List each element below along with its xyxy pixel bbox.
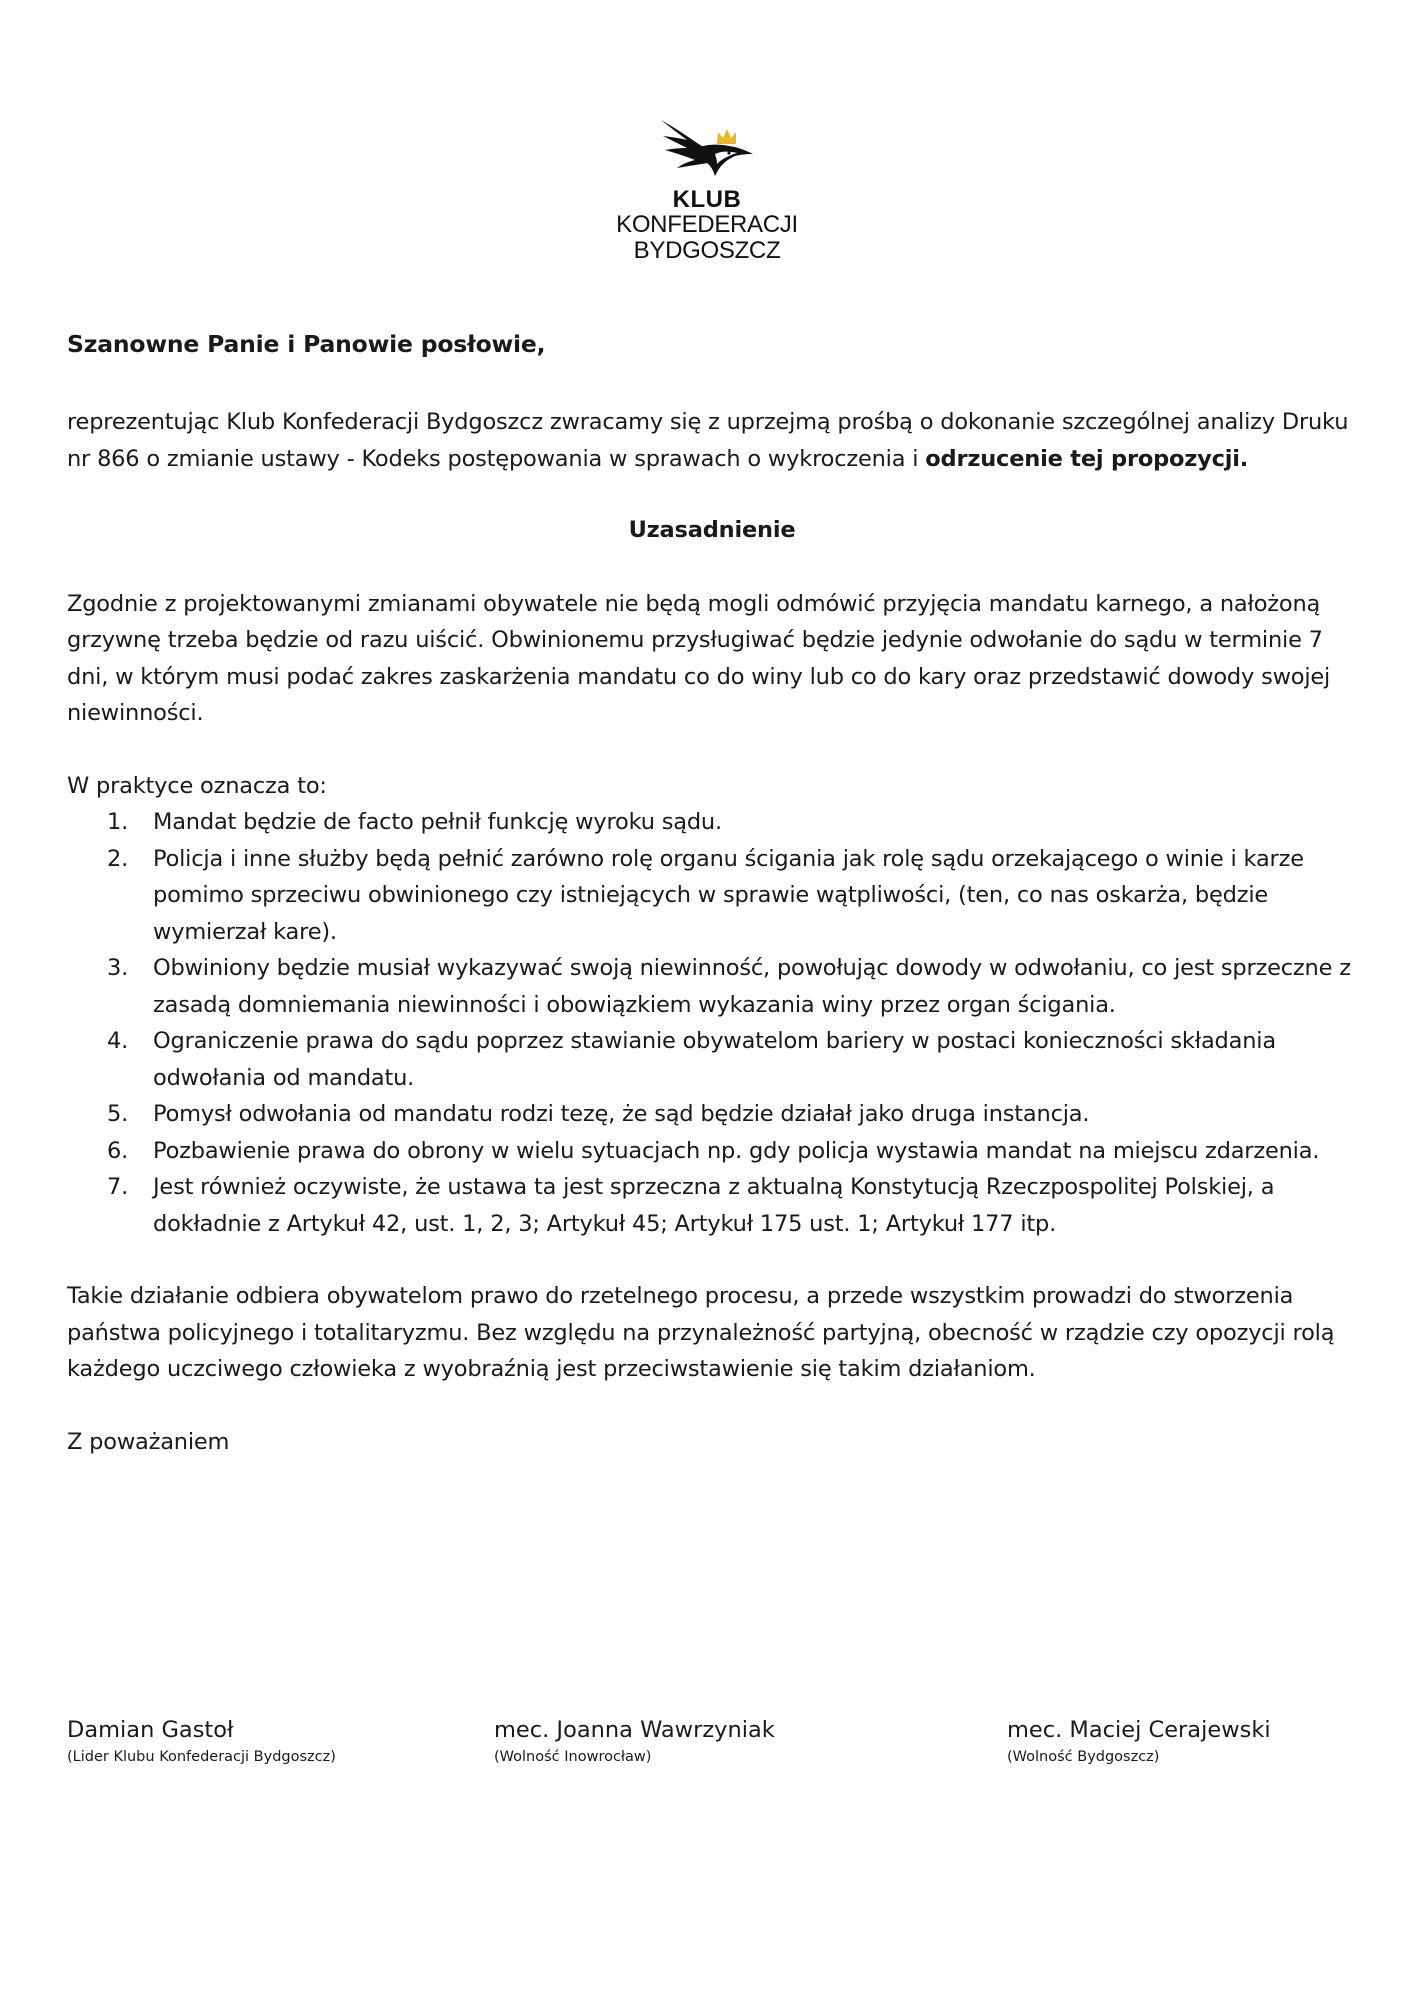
list-number: 2.: [107, 845, 129, 872]
letter-body: [67, 326, 1357, 1460]
justification-paragraph: Zgodnie z projektowanymi zmianami obywatele nie będą mogli odmówić przyjęcia mandatu karnego, a nałożoną grzywnę trzeba będzie od razu uiścić. Obwinionemu przysługiwać będzie jedynie odwołanie do sądu w terminie 7 dni, w którym musi podać zakres zaskarżenia mandatu co do winy lub co do kary oraz przedstawić dowody swojej niewinności.: [67, 590, 1331, 726]
list-item: [67, 804, 1357, 841]
signature-block: [1007, 1715, 1271, 1769]
section-heading: Uzasadnienie: [628, 517, 796, 543]
eagle-wing: [661, 120, 709, 168]
list-number: 3.: [107, 955, 129, 981]
list-number: 6.: [107, 1137, 129, 1164]
signatory-name: mec. Maciej Cerajewski: [1007, 1717, 1271, 1743]
eagle-with-crown-icon: [657, 118, 757, 182]
crown-icon: [717, 129, 736, 144]
list-item: [67, 1096, 1357, 1133]
conclusion-paragraph: Takie działanie odbiera obywatelom prawo do rzetelnego procesu, a przede wszystkim prowadzi do stworzenia państwa policyjnego i totalitaryzmu. Bez względu na przynależność partyjną, obecność w rządzie czy opozycji rolą każdego uczciwego człowieka z wyobraźnią jest przeciwstawienie się takim działaniom.: [67, 1283, 1335, 1382]
signature-block: [494, 1715, 775, 1769]
list-text: Jest również oczywiste, że ustawa ta jest sprzeczna z aktualną Konstytucją Rzeczpospolitej Polskiej, a dokładnie z Artykuł 42, ust. 1, 2, 3; Artykuł 45; Artykuł 175 ust. 1; Artykuł 177 itp.: [153, 1174, 1275, 1237]
intro-paragraph: [67, 404, 1357, 477]
logo: [0, 118, 1414, 264]
signature-block: [67, 1715, 336, 1769]
list-number: 5.: [107, 1101, 129, 1127]
list-item: [67, 1169, 1357, 1242]
list-item: [67, 1133, 1357, 1170]
greeting: Szanowne Panie i Panowie posłowie,: [67, 330, 546, 358]
list-text: Pomysł odwołania od mandatu rodzi tezę, że sąd będzie działał jako druga instancja.: [153, 1101, 1090, 1127]
list-intro: W praktyce oznacza to:: [67, 772, 327, 799]
list-item: [67, 1023, 1357, 1096]
list-text: Ograniczenie prawa do sądu poprzez stawianie obywatelom bariery w postaci konieczności składania odwołania od mandatu.: [153, 1028, 1276, 1091]
consequences-list: [67, 804, 1357, 1242]
list-item: [67, 841, 1357, 951]
list-text: Pozbawienie prawa do obrony w wielu sytuacjach np. gdy policja wystawia mandat na miejscu zdarzenia.: [153, 1137, 1320, 1164]
eagle-head: [697, 145, 753, 176]
logo-klub: KLUB: [672, 186, 742, 213]
signatory-role: (Wolność Inowrocław): [494, 1749, 652, 1765]
list-number: 7.: [107, 1174, 129, 1200]
list-number: 4.: [107, 1028, 129, 1054]
closing: Z poważaniem: [67, 1428, 230, 1455]
list-text: Policja i inne służby będą pełnić zarówno rolę organu ścigania jak rolę sądu orzekającego o winie i karze pomimo sprzeciwu obwinionego czy istniejących w sprawie wątpliwości, (ten, co nas oskarża, będzie wymierzał kare).: [153, 845, 1304, 945]
signatory-role: (Lider Klubu Konfederacji Bydgoszcz): [67, 1749, 336, 1765]
signatory-name: mec. Joanna Wawrzyniak: [494, 1717, 775, 1743]
consequences-section: [67, 768, 1357, 1243]
intro-bold-text: odrzucenie tej propozycji.: [925, 445, 1249, 472]
list-item: [67, 950, 1357, 1023]
signatory-role: (Wolność Bydgoszcz): [1007, 1749, 1160, 1765]
intro-text: reprezentując Klub Konfederacji Bydgoszcz zwracamy się z uprzejmą prośbą o dokonanie szczególnej analizy Druku nr 866 o zmianie ustawy - Kodeks postępowania w sprawach o wykroczenia i: [67, 409, 1349, 472]
logo-bydgoszcz: BYDGOSZCZ: [633, 237, 781, 264]
signatory-name: Damian Gastoł: [67, 1717, 234, 1743]
list-text: Mandat będzie de facto pełnił funkcję wyroku sądu.: [153, 809, 722, 835]
list-number: 1.: [107, 809, 129, 835]
logo-konfederacji: KONFEDERACJI: [616, 211, 798, 238]
list-text: Obwiniony będzie musiał wykazywać swoją niewinność, powołując dowody w odwołaniu, co jest sprzeczne z zasadą domniemania niewinności i obowiązkiem wykazania winy przez organ ścigania.: [153, 955, 1351, 1018]
